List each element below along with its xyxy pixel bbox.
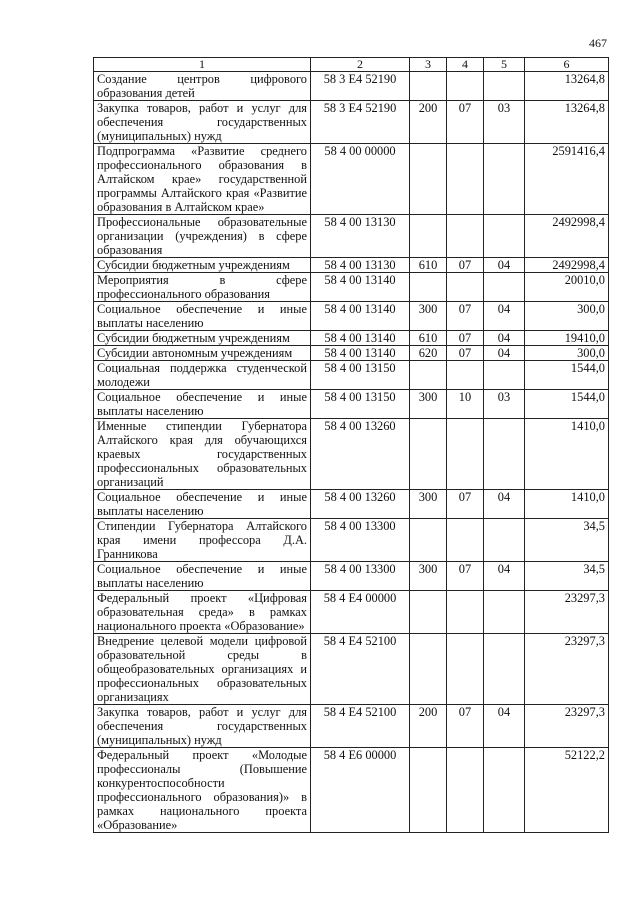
c3-cell: 300 bbox=[410, 562, 447, 591]
code-cell: 58 4 00 13260 bbox=[311, 490, 410, 519]
code-cell: 58 4 00 13300 bbox=[311, 519, 410, 562]
name-cell: Субсидии бюджетным учреждениям bbox=[94, 331, 311, 346]
c4-cell: 07 bbox=[447, 302, 484, 331]
name-cell: Закупка товаров, работ и услуг для обеспечения государственных (муниципальных) нужд bbox=[94, 705, 311, 748]
c4-cell: 07 bbox=[447, 101, 484, 144]
c3-cell bbox=[410, 519, 447, 562]
name-cell: Субсидии бюджетным учреждениям bbox=[94, 258, 311, 273]
c3-cell: 300 bbox=[410, 390, 447, 419]
code-cell: 58 4 00 13140 bbox=[311, 346, 410, 361]
c4-cell bbox=[447, 634, 484, 705]
c3-cell bbox=[410, 591, 447, 634]
c4-cell: 07 bbox=[447, 346, 484, 361]
c5-cell bbox=[484, 419, 525, 490]
name-cell: Федеральный проект «Молодые профессионалы (Повышение конкурентоспособности профессионального образования)» в рамках национального проекта «Образование» bbox=[94, 748, 311, 833]
c5-cell: 03 bbox=[484, 390, 525, 419]
c3-cell bbox=[410, 273, 447, 302]
sum-cell: 23297,3 bbox=[525, 634, 609, 705]
sum-cell: 23297,3 bbox=[525, 591, 609, 634]
name-cell: Именные стипендии Губернатора Алтайского края для обучающихся краевых государственных профессиональных образовательных организаций bbox=[94, 419, 311, 490]
name-cell: Внедрение целевой модели цифровой образовательной среды в общеобразовательных организациях и профессиональных образовательных организациях bbox=[94, 634, 311, 705]
header-cell: 3 bbox=[410, 58, 447, 72]
c4-cell: 07 bbox=[447, 331, 484, 346]
code-cell: 58 4 00 13140 bbox=[311, 331, 410, 346]
c3-cell: 300 bbox=[410, 302, 447, 331]
c3-cell bbox=[410, 419, 447, 490]
c4-cell bbox=[447, 72, 484, 101]
header-cell: 5 bbox=[484, 58, 525, 72]
code-cell: 58 4 E4 52100 bbox=[311, 634, 410, 705]
table-row bbox=[94, 72, 609, 101]
code-cell: 58 4 00 13140 bbox=[311, 302, 410, 331]
c3-cell bbox=[410, 361, 447, 390]
c4-cell bbox=[447, 361, 484, 390]
table-row bbox=[94, 390, 609, 419]
c5-cell bbox=[484, 361, 525, 390]
sum-cell: 19410,0 bbox=[525, 331, 609, 346]
table-row bbox=[94, 101, 609, 144]
code-cell: 58 4 E6 00000 bbox=[311, 748, 410, 833]
c4-cell: 07 bbox=[447, 705, 484, 748]
name-cell: Социальное обеспечение и иные выплаты населению bbox=[94, 302, 311, 331]
header-cell: 2 bbox=[311, 58, 410, 72]
sum-cell: 1410,0 bbox=[525, 490, 609, 519]
c4-cell: 10 bbox=[447, 390, 484, 419]
page-number: 467 bbox=[589, 36, 607, 50]
table-row bbox=[94, 215, 609, 258]
sum-cell: 1410,0 bbox=[525, 419, 609, 490]
c3-cell: 200 bbox=[410, 705, 447, 748]
c5-cell: 04 bbox=[484, 258, 525, 273]
header-row bbox=[94, 58, 609, 72]
c5-cell bbox=[484, 144, 525, 215]
c5-cell: 04 bbox=[484, 302, 525, 331]
header-cell: 1 bbox=[94, 58, 311, 72]
table-row bbox=[94, 748, 609, 833]
sum-cell: 2492998,4 bbox=[525, 215, 609, 258]
c3-cell bbox=[410, 215, 447, 258]
table-row bbox=[94, 419, 609, 490]
table-row bbox=[94, 273, 609, 302]
c5-cell: 03 bbox=[484, 101, 525, 144]
sum-cell: 2591416,4 bbox=[525, 144, 609, 215]
sum-cell: 1544,0 bbox=[525, 390, 609, 419]
name-cell: Стипендии Губернатора Алтайского края имени профессора Д.А. Гранникова bbox=[94, 519, 311, 562]
c5-cell bbox=[484, 72, 525, 101]
sum-cell: 13264,8 bbox=[525, 72, 609, 101]
code-cell: 58 3 E4 52190 bbox=[311, 72, 410, 101]
sum-cell: 34,5 bbox=[525, 562, 609, 591]
table-row bbox=[94, 361, 609, 390]
c5-cell: 04 bbox=[484, 490, 525, 519]
code-cell: 58 4 00 13260 bbox=[311, 419, 410, 490]
table-row bbox=[94, 346, 609, 361]
c4-cell: 07 bbox=[447, 490, 484, 519]
c4-cell bbox=[447, 144, 484, 215]
c4-cell bbox=[447, 519, 484, 562]
c3-cell: 620 bbox=[410, 346, 447, 361]
c3-cell: 610 bbox=[410, 331, 447, 346]
c5-cell bbox=[484, 273, 525, 302]
name-cell: Профессиональные образовательные организации (учреждения) в сфере образования bbox=[94, 215, 311, 258]
budget-table bbox=[93, 57, 609, 833]
c3-cell bbox=[410, 748, 447, 833]
code-cell: 58 4 00 13130 bbox=[311, 258, 410, 273]
sum-cell: 52122,2 bbox=[525, 748, 609, 833]
name-cell: Социальное обеспечение и иные выплаты населению bbox=[94, 390, 311, 419]
table-row bbox=[94, 490, 609, 519]
sum-cell: 13264,8 bbox=[525, 101, 609, 144]
c4-cell bbox=[447, 419, 484, 490]
c5-cell: 04 bbox=[484, 331, 525, 346]
c5-cell: 04 bbox=[484, 705, 525, 748]
sum-cell: 300,0 bbox=[525, 302, 609, 331]
name-cell: Социальное обеспечение и иные выплаты населению bbox=[94, 490, 311, 519]
code-cell: 58 4 00 13150 bbox=[311, 390, 410, 419]
table-row bbox=[94, 562, 609, 591]
sum-cell: 23297,3 bbox=[525, 705, 609, 748]
c5-cell bbox=[484, 215, 525, 258]
table-row bbox=[94, 302, 609, 331]
c3-cell bbox=[410, 634, 447, 705]
c5-cell bbox=[484, 591, 525, 634]
code-cell: 58 4 00 13300 bbox=[311, 562, 410, 591]
c4-cell: 07 bbox=[447, 258, 484, 273]
name-cell: Создание центров цифрового образования детей bbox=[94, 72, 311, 101]
c5-cell bbox=[484, 748, 525, 833]
name-cell: Субсидии автономным учреждениям bbox=[94, 346, 311, 361]
c5-cell: 04 bbox=[484, 562, 525, 591]
name-cell: Социальная поддержка студенческой молодежи bbox=[94, 361, 311, 390]
name-cell: Социальное обеспечение и иные выплаты населению bbox=[94, 562, 311, 591]
table-row bbox=[94, 258, 609, 273]
c4-cell bbox=[447, 748, 484, 833]
code-cell: 58 4 E4 52100 bbox=[311, 705, 410, 748]
code-cell: 58 3 E4 52190 bbox=[311, 101, 410, 144]
c4-cell: 07 bbox=[447, 562, 484, 591]
sum-cell: 2492998,4 bbox=[525, 258, 609, 273]
c5-cell: 04 bbox=[484, 346, 525, 361]
c3-cell: 610 bbox=[410, 258, 447, 273]
header-cell: 4 bbox=[447, 58, 484, 72]
table-row bbox=[94, 519, 609, 562]
c3-cell: 300 bbox=[410, 490, 447, 519]
code-cell: 58 4 00 00000 bbox=[311, 144, 410, 215]
code-cell: 58 4 00 13140 bbox=[311, 273, 410, 302]
c4-cell bbox=[447, 273, 484, 302]
header-cell: 6 bbox=[525, 58, 609, 72]
code-cell: 58 4 00 13130 bbox=[311, 215, 410, 258]
code-cell: 58 4 E4 00000 bbox=[311, 591, 410, 634]
c3-cell bbox=[410, 144, 447, 215]
c5-cell bbox=[484, 634, 525, 705]
name-cell: Федеральный проект «Цифровая образовательная среда» в рамках национального проекта «Образование» bbox=[94, 591, 311, 634]
code-cell: 58 4 00 13150 bbox=[311, 361, 410, 390]
name-cell: Закупка товаров, работ и услуг для обеспечения государственных (муниципальных) нужд bbox=[94, 101, 311, 144]
name-cell: Подпрограмма «Развитие среднего профессионального образования в Алтайском крае» государственной программы Алтайского края «Развитие образования в Алтайском крае» bbox=[94, 144, 311, 215]
sum-cell: 1544,0 bbox=[525, 361, 609, 390]
sum-cell: 34,5 bbox=[525, 519, 609, 562]
c3-cell bbox=[410, 72, 447, 101]
c4-cell bbox=[447, 591, 484, 634]
name-cell: Мероприятия в сфере профессионального образования bbox=[94, 273, 311, 302]
table-row bbox=[94, 634, 609, 705]
sum-cell: 20010,0 bbox=[525, 273, 609, 302]
table-row bbox=[94, 705, 609, 748]
table-row bbox=[94, 591, 609, 634]
table-row bbox=[94, 144, 609, 215]
c5-cell bbox=[484, 519, 525, 562]
sum-cell: 300,0 bbox=[525, 346, 609, 361]
c3-cell: 200 bbox=[410, 101, 447, 144]
table-row bbox=[94, 331, 609, 346]
c4-cell bbox=[447, 215, 484, 258]
